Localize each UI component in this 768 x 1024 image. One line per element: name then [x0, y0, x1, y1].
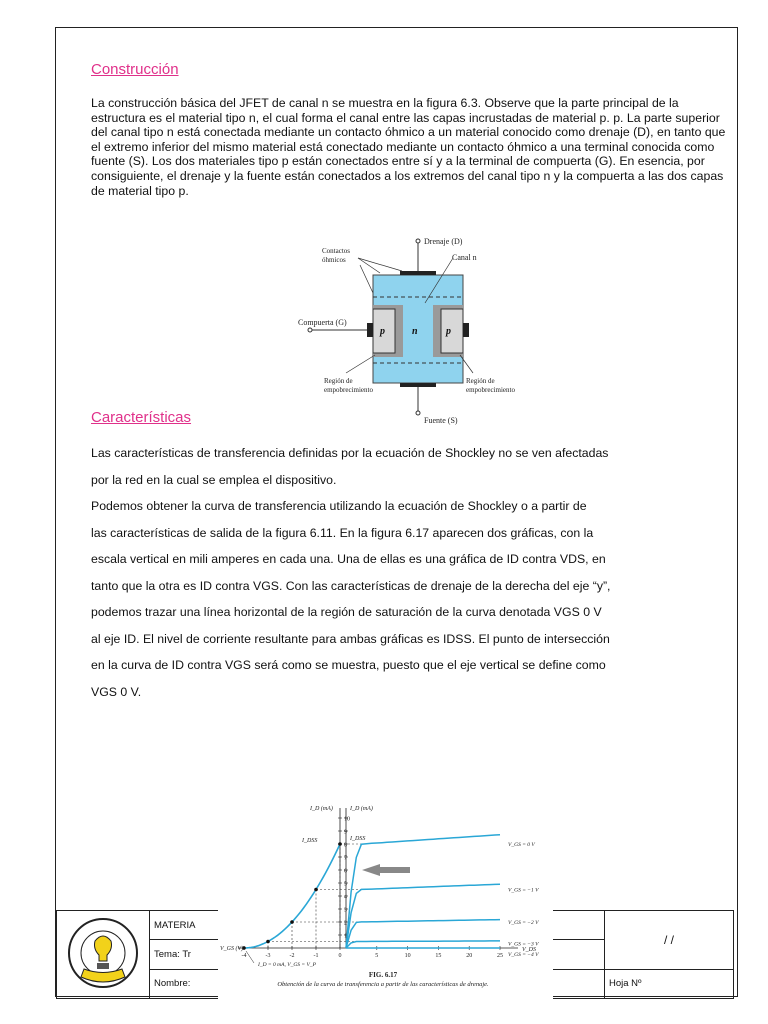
source-contact	[400, 383, 436, 387]
drain-curve	[346, 920, 500, 948]
drain-curve-label: V_GS = −2 V	[508, 920, 539, 926]
paragraph-line: Podemos obtener la curva de transferencia utilizando la ecuación de Shockley o a partir de	[91, 499, 587, 513]
paragraph-line: podemos trazar una línea horizontal de la región de saturación de la curva denotada VGS 0 V	[91, 605, 602, 619]
drain-curve-label: V_GS = 0 V	[508, 842, 535, 848]
cutoff-pointer	[246, 951, 254, 963]
nombre-cell: Nombre:	[150, 969, 605, 998]
transfer-curve	[244, 844, 340, 948]
drain-curve	[346, 835, 500, 948]
vds-tick-label: 5	[375, 953, 379, 959]
vgs-tick-label: 0	[338, 953, 342, 959]
idss-right-label: I_DSS	[350, 836, 366, 842]
paragraph-line: por la red en la cual se emplea el dispositivo.	[91, 472, 337, 487]
vds-axis-label: V_DS	[522, 947, 536, 953]
contacts-label: Contactos	[322, 247, 350, 255]
depletion-right-label: Región de	[466, 377, 495, 385]
y-tick-label: 7	[344, 855, 347, 862]
depletion-left-label-2: empobrecimiento	[324, 386, 373, 394]
n-label: n	[412, 326, 418, 337]
y-tick-label: 6	[344, 868, 347, 875]
y-tick-label: 8	[344, 842, 347, 849]
school-logo-cell	[57, 911, 150, 999]
horizontal-arrow	[362, 864, 410, 876]
paragraph-line: escala vertical en mili amperes en cada una. Una de ellas es una gráfica de ID contra VDS, en	[91, 552, 606, 566]
drain-label: Drenaje (D)	[424, 237, 463, 246]
vgs-tick-label: -2	[289, 953, 295, 959]
source-label: Fuente (S)	[424, 416, 458, 425]
tema-cell: Tema: Tr	[150, 940, 605, 969]
p-right-label: p	[446, 326, 451, 337]
transfer-point	[290, 920, 294, 924]
paragraph-line: Las características de transferencia definidas por la ecuación de Shockley no se ven afectadas	[91, 446, 609, 460]
vds-tick-label: 10	[404, 953, 411, 959]
construccion-paragraph: La construcción básica del JFET de canal n se muestra en la figura 6.3. Observe que la parte principal de la estructura es el material tipo n, el cual forma el canal entre las capas incrustadas de material p. p. La parte superior del canal tipo n está conectada mediante un contacto óhmico a un material conocido como drenaje (D), en tanto que el extremo inferior del mismo material está conectado mediante un contacto óhmico a una terminal conocida como fuente (S). Los dos materiales tipo p están conectados entre sí y a la terminal de compuerta (G). En esencia, por consiguiente, el drenaje y la fuente están conectados a los extremos del canal tipo n y la compuerta a las dos capas de material tipo p.	[91, 96, 726, 198]
date-cell: / /	[605, 911, 734, 970]
vds-tick-label: 25	[497, 953, 503, 959]
right-axis-label: I_D (mA)	[350, 806, 373, 812]
transfer-point	[338, 842, 342, 846]
transfer-point	[266, 940, 270, 944]
depletion-left-label: Región de	[324, 377, 353, 385]
cutoff-label: I_D = 0 mA, V_GS = V_P	[258, 962, 316, 968]
idss-left-label: I_DSS	[302, 838, 318, 844]
p-left-label: p	[380, 326, 385, 337]
fig-6-17	[218, 800, 553, 1000]
y-tick-label: 10	[344, 816, 350, 823]
paragraph-line: tanto que la otra es ID contra VGS. Con las características de drenaje de la derecha del eje “y”,	[91, 578, 611, 593]
fig-caption-number: FIG. 6.17	[368, 971, 398, 979]
vgs-tick-label: -3	[265, 953, 271, 959]
transfer-point	[314, 888, 318, 892]
hoja-cell: Hoja Nº	[605, 969, 734, 998]
paragraph-line: en la curva de ID contra VGS será como se muestra, puesto que el eje vertical se define como	[91, 658, 606, 672]
contacts-label-2: óhmicos	[322, 256, 346, 264]
jfet-construction-figure	[290, 233, 540, 428]
vgs-tick-label: -4	[241, 953, 247, 959]
p-region-right	[441, 309, 463, 353]
paragraph-line: las características de salida de la figura 6.11. En la figura 6.17 aparecen dos gráficas, con la	[91, 525, 594, 540]
y-tick-label: 5	[344, 881, 347, 888]
caracteristicas-paragraph	[91, 440, 731, 705]
drain-contact	[400, 271, 436, 275]
section-title-caracteristicas: Características	[91, 409, 192, 426]
left-axis-label: I_D (mA)	[310, 806, 333, 812]
drain-curve-label: V_GS = −3 V	[508, 941, 539, 948]
drain-curve	[344, 881, 500, 948]
y-tick-label: 3	[344, 907, 347, 914]
drain-curve-label: V_GS = −4 V	[508, 952, 539, 958]
paragraph-line: VGS 0 V.	[91, 684, 142, 699]
drain-curve-label: V_GS = −1 V	[508, 887, 539, 894]
gate-label: Compuerta (G)	[298, 318, 347, 327]
paragraph-line: al eje ID. El nivel de corriente resultante para ambas gráficas es IDSS. El punto de intersección	[91, 631, 610, 646]
school-logo	[57, 911, 149, 995]
section-title-construccion: Construcción	[91, 61, 179, 78]
drain-curve	[346, 941, 500, 948]
vds-tick-label: 15	[435, 953, 442, 959]
depletion-right-label-2: empobrecimiento	[466, 386, 515, 394]
y-tick-label: 4	[344, 894, 347, 901]
vds-tick-label: 20	[466, 953, 473, 959]
channel-label: Canal n	[452, 253, 477, 262]
fig-caption-text: Obtención de la curva de transferencia a partir de las características de drenaje.	[277, 981, 489, 988]
y-tick-label: 2	[344, 920, 347, 927]
vgs-axis-label: V_GS (V)	[220, 946, 244, 952]
materia-cell: MATERIA	[150, 911, 605, 940]
vgs-tick-label: -1	[313, 953, 319, 959]
y-tick-label: 1	[344, 933, 347, 940]
y-tick-label: 9	[344, 829, 347, 836]
